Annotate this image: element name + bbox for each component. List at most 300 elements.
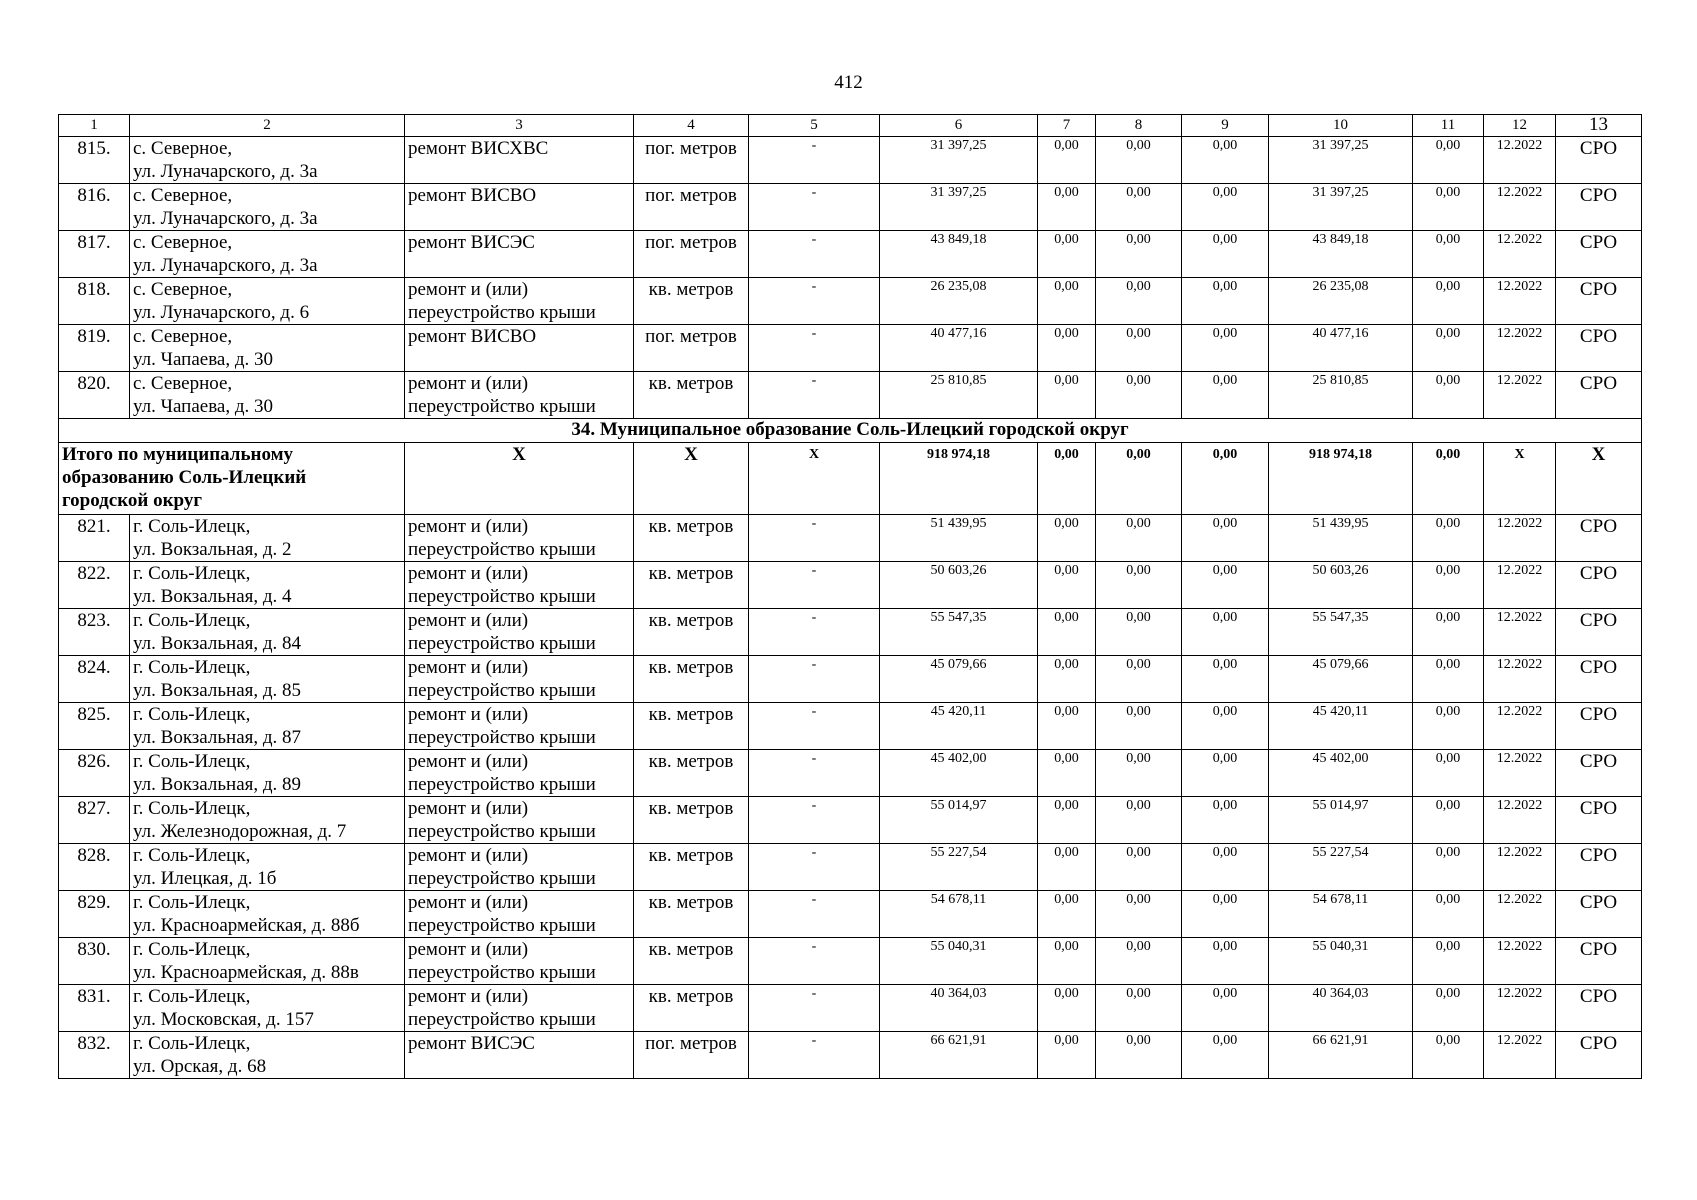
work-type-cell-line: переустройство крыши [408,774,596,795]
row-number: 832. [59,1032,130,1079]
unit-cell: пог. метров [634,231,749,278]
table-row [59,797,1642,844]
total-cell: X [405,443,634,515]
work-type-cell [405,137,634,184]
value-cell: 55 547,35 [1269,609,1413,656]
column-header: 1 [59,115,130,137]
total-cell: 918 974,18 [1269,443,1413,515]
work-type-cell-line: переустройство крыши [408,396,596,417]
work-type-cell [405,278,634,325]
address-cell-line: ул. Луначарского, д. 3а [133,255,318,276]
address-cell-line: ул. Чапаева, д. 30 [133,349,274,370]
work-type-cell-line: ремонт и (или) [408,892,529,913]
work-type-cell-line: ремонт и (или) [408,373,529,394]
value-cell: 0,00 [1038,703,1096,750]
row-number: 816. [59,184,130,231]
table-row [59,985,1642,1032]
value-cell: 51 439,95 [1269,515,1413,562]
value-cell: 0,00 [1096,325,1182,372]
value-cell: 0,00 [1038,609,1096,656]
value-cell: 0,00 [1413,1032,1484,1079]
column-header: 5 [749,115,880,137]
table-row [59,938,1642,985]
value-cell: 43 849,18 [1269,231,1413,278]
value-cell: 66 621,91 [1269,1032,1413,1079]
value-cell: 12.2022 [1484,278,1556,325]
address-cell-line: г. Соль-Илецк, [133,751,251,772]
executor-cell: СРО [1556,797,1642,844]
work-type-cell-line: переустройство крыши [408,680,596,701]
value-cell: 55 227,54 [1269,844,1413,891]
total-row [59,443,1642,515]
value-cell: 0,00 [1038,1032,1096,1079]
address-cell [130,750,405,797]
work-type-cell [405,609,634,656]
unit-cell: кв. метров [634,656,749,703]
table-row [59,750,1642,797]
executor-cell: СРО [1556,325,1642,372]
value-cell: - [749,797,880,844]
unit-cell: кв. метров [634,750,749,797]
address-cell-line: ул. Орская, д. 68 [133,1056,267,1077]
unit-cell: кв. метров [634,797,749,844]
value-cell: 0,00 [1182,985,1269,1032]
value-cell: - [749,137,880,184]
address-cell-line: г. Соль-Илецк, [133,845,251,866]
work-type-cell-line: переустройство крыши [408,915,596,936]
value-cell: 0,00 [1038,278,1096,325]
work-type-cell [405,562,634,609]
address-cell [130,985,405,1032]
unit-cell: кв. метров [634,891,749,938]
value-cell: 12.2022 [1484,184,1556,231]
column-header: 13 [1556,115,1642,137]
address-cell [130,325,405,372]
total-cell: X [749,443,880,515]
unit-cell: кв. метров [634,985,749,1032]
value-cell: 45 079,66 [1269,656,1413,703]
value-cell: 45 420,11 [880,703,1038,750]
work-type-cell [405,938,634,985]
table-row [59,137,1642,184]
value-cell: 0,00 [1038,372,1096,419]
address-cell-line: ул. Московская, д. 157 [133,1009,314,1030]
row-number: 819. [59,325,130,372]
work-type-cell-line: переустройство крыши [408,962,596,983]
section-title: 34. Муниципальное образование Соль-Илецкий городской округ [59,419,1642,443]
address-cell-line: г. Соль-Илецк, [133,1033,251,1054]
address-cell-line: ул. Луначарского, д. 3а [133,208,318,229]
work-type-cell-line: ремонт и (или) [408,516,529,537]
row-number: 824. [59,656,130,703]
value-cell: 0,00 [1096,515,1182,562]
table-row [59,231,1642,278]
value-cell: 12.2022 [1484,609,1556,656]
work-type-cell [405,844,634,891]
address-cell-line: г. Соль-Илецк, [133,610,251,631]
address-cell-line: ул. Железнодорожная, д. 7 [133,821,347,842]
table-row [59,515,1642,562]
value-cell: - [749,278,880,325]
unit-cell: пог. метров [634,325,749,372]
total-label-line: городской округ [62,490,203,511]
executor-cell: СРО [1556,985,1642,1032]
work-type-cell-line: ремонт и (или) [408,986,529,1007]
value-cell: 12.2022 [1484,231,1556,278]
value-cell: 0,00 [1413,703,1484,750]
value-cell: 45 079,66 [880,656,1038,703]
value-cell: 0,00 [1038,325,1096,372]
value-cell: 12.2022 [1484,137,1556,184]
executor-cell: СРО [1556,278,1642,325]
row-number: 820. [59,372,130,419]
value-cell: 0,00 [1182,231,1269,278]
value-cell: 0,00 [1413,325,1484,372]
address-cell-line: ул. Илецкая, д. 1б [133,868,277,889]
value-cell: - [749,844,880,891]
address-cell-line: ул. Вокзальная, д. 89 [133,774,302,795]
value-cell: 0,00 [1038,750,1096,797]
address-cell-line: с. Северное, [133,138,233,159]
value-cell: 0,00 [1413,656,1484,703]
value-cell: 12.2022 [1484,938,1556,985]
address-cell-line: ул. Красноармейская, д. 88б [133,915,360,936]
value-cell: 0,00 [1182,372,1269,419]
value-cell: - [749,372,880,419]
value-cell: 0,00 [1413,609,1484,656]
value-cell: 0,00 [1096,278,1182,325]
address-cell-line: ул. Чапаева, д. 30 [133,396,274,417]
row-number: 821. [59,515,130,562]
value-cell: 0,00 [1038,184,1096,231]
row-number: 818. [59,278,130,325]
value-cell: 0,00 [1038,231,1096,278]
value-cell: 0,00 [1096,372,1182,419]
unit-cell: пог. метров [634,137,749,184]
value-cell: 0,00 [1096,750,1182,797]
value-cell: 0,00 [1413,231,1484,278]
executor-cell: СРО [1556,891,1642,938]
table-row [59,184,1642,231]
unit-cell: кв. метров [634,278,749,325]
work-type-cell-line: переустройство крыши [408,868,596,889]
value-cell: 0,00 [1182,325,1269,372]
value-cell: 12.2022 [1484,750,1556,797]
value-cell: 50 603,26 [1269,562,1413,609]
executor-cell: СРО [1556,1032,1642,1079]
page-number: 412 [834,72,863,93]
address-cell [130,515,405,562]
row-number: 822. [59,562,130,609]
table-row [59,656,1642,703]
value-cell: - [749,656,880,703]
work-type-cell [405,656,634,703]
table-row [59,562,1642,609]
value-cell: 0,00 [1096,562,1182,609]
work-type-cell [405,184,634,231]
value-cell: 12.2022 [1484,515,1556,562]
address-cell [130,184,405,231]
value-cell: 0,00 [1413,137,1484,184]
value-cell: 0,00 [1182,797,1269,844]
value-cell: 12.2022 [1484,797,1556,844]
value-cell: - [749,184,880,231]
work-type-cell-line: переустройство крыши [408,633,596,654]
address-cell [130,797,405,844]
value-cell: 55 040,31 [1269,938,1413,985]
value-cell: 0,00 [1413,985,1484,1032]
row-number: 828. [59,844,130,891]
executor-cell: СРО [1556,137,1642,184]
value-cell: 0,00 [1413,372,1484,419]
value-cell: 0,00 [1038,656,1096,703]
total-cell: 0,00 [1096,443,1182,515]
work-type-cell-line: ремонт и (или) [408,279,529,300]
value-cell: 12.2022 [1484,891,1556,938]
value-cell: 0,00 [1096,184,1182,231]
value-cell: 0,00 [1096,609,1182,656]
table-row [59,703,1642,750]
value-cell: 0,00 [1096,985,1182,1032]
value-cell: 12.2022 [1484,562,1556,609]
value-cell: 0,00 [1182,137,1269,184]
column-header: 11 [1413,115,1484,137]
value-cell: 12.2022 [1484,844,1556,891]
address-cell [130,609,405,656]
value-cell: 0,00 [1096,938,1182,985]
table-row [59,1032,1642,1079]
address-cell-line: ул. Красноармейская, д. 88в [133,962,359,983]
column-header: 12 [1484,115,1556,137]
value-cell: 50 603,26 [880,562,1038,609]
value-cell: 40 477,16 [1269,325,1413,372]
column-header: 8 [1096,115,1182,137]
row-number: 825. [59,703,130,750]
total-label [59,443,405,515]
table-row [59,325,1642,372]
value-cell: 66 621,91 [880,1032,1038,1079]
value-cell: 40 364,03 [1269,985,1413,1032]
address-cell [130,372,405,419]
value-cell: 0,00 [1182,656,1269,703]
value-cell: - [749,609,880,656]
executor-cell: СРО [1556,656,1642,703]
value-cell: 12.2022 [1484,985,1556,1032]
value-cell: 0,00 [1038,844,1096,891]
value-cell: 55 014,97 [880,797,1038,844]
value-cell: 0,00 [1182,703,1269,750]
value-cell: 0,00 [1182,515,1269,562]
work-type-cell-line: ремонт ВИСЭС [408,1033,535,1054]
row-number: 826. [59,750,130,797]
value-cell: 0,00 [1413,515,1484,562]
total-cell: X [634,443,749,515]
value-cell: 0,00 [1413,797,1484,844]
address-cell-line: ул. Вокзальная, д. 85 [133,680,302,701]
value-cell: 0,00 [1182,562,1269,609]
work-type-cell-line: переустройство крыши [408,302,596,323]
address-cell-line: г. Соль-Илецк, [133,657,251,678]
total-cell: 0,00 [1182,443,1269,515]
address-cell [130,562,405,609]
value-cell: 12.2022 [1484,325,1556,372]
work-type-cell-line: ремонт и (или) [408,657,529,678]
address-cell [130,137,405,184]
work-type-cell-line: ремонт ВИСВО [408,326,537,347]
total-cell: 0,00 [1038,443,1096,515]
value-cell: 25 810,85 [1269,372,1413,419]
total-label-line: образованию Соль-Илецкий [62,467,307,488]
work-type-cell [405,515,634,562]
capital-repair-table [58,114,1642,1079]
total-cell: 0,00 [1413,443,1484,515]
value-cell: 0,00 [1038,938,1096,985]
value-cell: 0,00 [1096,703,1182,750]
work-type-cell [405,891,634,938]
executor-cell: СРО [1556,844,1642,891]
value-cell: 31 397,25 [880,137,1038,184]
value-cell: 0,00 [1182,750,1269,797]
address-cell-line: г. Соль-Илецк, [133,563,251,584]
column-header: 4 [634,115,749,137]
work-type-cell-line: ремонт ВИСВО [408,185,537,206]
work-type-cell-line: ремонт ВИСЭС [408,232,535,253]
value-cell: 0,00 [1096,231,1182,278]
column-header: 3 [405,115,634,137]
work-type-cell [405,231,634,278]
work-type-cell-line: переустройство крыши [408,727,596,748]
total-cell: X [1484,443,1556,515]
address-cell-line: с. Северное, [133,232,233,253]
value-cell: 0,00 [1096,1032,1182,1079]
value-cell: 0,00 [1182,609,1269,656]
column-header: 2 [130,115,405,137]
address-cell-line: с. Северное, [133,185,233,206]
value-cell: 0,00 [1096,656,1182,703]
value-cell: 31 397,25 [1269,184,1413,231]
executor-cell: СРО [1556,372,1642,419]
executor-cell: СРО [1556,750,1642,797]
address-cell [130,703,405,750]
value-cell: 31 397,25 [1269,137,1413,184]
address-cell-line: г. Соль-Илецк, [133,516,251,537]
address-cell [130,231,405,278]
row-number: 829. [59,891,130,938]
work-type-cell [405,985,634,1032]
value-cell: 0,00 [1182,844,1269,891]
value-cell: - [749,703,880,750]
column-header: 7 [1038,115,1096,137]
work-type-cell-line: ремонт и (или) [408,845,529,866]
table-row [59,609,1642,656]
row-number: 827. [59,797,130,844]
value-cell: 55 014,97 [1269,797,1413,844]
value-cell: 0,00 [1096,891,1182,938]
value-cell: 0,00 [1096,137,1182,184]
table-row [59,278,1642,325]
value-cell: 45 420,11 [1269,703,1413,750]
total-label-line: Итого по муниципальному [62,444,294,465]
unit-cell: кв. метров [634,562,749,609]
address-cell-line: с. Северное, [133,279,233,300]
value-cell: 12.2022 [1484,703,1556,750]
executor-cell: СРО [1556,562,1642,609]
work-type-cell-line: ремонт и (или) [408,610,529,631]
work-type-cell-line: ремонт и (или) [408,798,529,819]
value-cell: 25 810,85 [880,372,1038,419]
value-cell: - [749,1032,880,1079]
value-cell: 26 235,08 [880,278,1038,325]
value-cell: 40 364,03 [880,985,1038,1032]
address-cell-line: ул. Луначарского, д. 6 [133,302,310,323]
value-cell: 55 227,54 [880,844,1038,891]
unit-cell: кв. метров [634,515,749,562]
value-cell: 0,00 [1413,844,1484,891]
value-cell: 0,00 [1182,184,1269,231]
value-cell: - [749,515,880,562]
value-cell: 0,00 [1038,515,1096,562]
unit-cell: пог. метров [634,1032,749,1079]
address-cell-line: ул. Вокзальная, д. 87 [133,727,302,748]
table-row [59,372,1642,419]
value-cell: 0,00 [1182,1032,1269,1079]
work-type-cell [405,372,634,419]
value-cell: - [749,750,880,797]
work-type-cell [405,703,634,750]
value-cell: 0,00 [1413,891,1484,938]
address-cell-line: ул. Вокзальная, д. 84 [133,633,302,654]
address-cell [130,844,405,891]
row-number: 830. [59,938,130,985]
value-cell: 0,00 [1096,797,1182,844]
value-cell: 45 402,00 [880,750,1038,797]
address-cell [130,278,405,325]
value-cell: 0,00 [1413,562,1484,609]
value-cell: 0,00 [1096,844,1182,891]
value-cell: 40 477,16 [880,325,1038,372]
total-cell: 918 974,18 [880,443,1038,515]
work-type-cell [405,1032,634,1079]
value-cell: - [749,562,880,609]
value-cell: 12.2022 [1484,372,1556,419]
value-cell: - [749,325,880,372]
value-cell: 0,00 [1413,750,1484,797]
total-cell: X [1556,443,1642,515]
value-cell: 0,00 [1182,891,1269,938]
value-cell: 0,00 [1038,137,1096,184]
value-cell: 0,00 [1038,562,1096,609]
value-cell: 0,00 [1038,797,1096,844]
work-type-cell [405,750,634,797]
address-cell [130,891,405,938]
table-row [59,891,1642,938]
work-type-cell-line: ремонт и (или) [408,939,529,960]
row-number: 831. [59,985,130,1032]
address-cell-line: г. Соль-Илецк, [133,704,251,725]
work-type-cell-line: переустройство крыши [408,539,596,560]
row-number: 817. [59,231,130,278]
value-cell: 55 547,35 [880,609,1038,656]
work-type-cell [405,325,634,372]
address-cell-line: г. Соль-Илецк, [133,986,251,1007]
executor-cell: СРО [1556,184,1642,231]
value-cell: 0,00 [1182,278,1269,325]
column-header: 10 [1269,115,1413,137]
value-cell: 26 235,08 [1269,278,1413,325]
work-type-cell-line: ремонт ВИСХВС [408,138,549,159]
executor-cell: СРО [1556,938,1642,985]
row-number: 815. [59,137,130,184]
